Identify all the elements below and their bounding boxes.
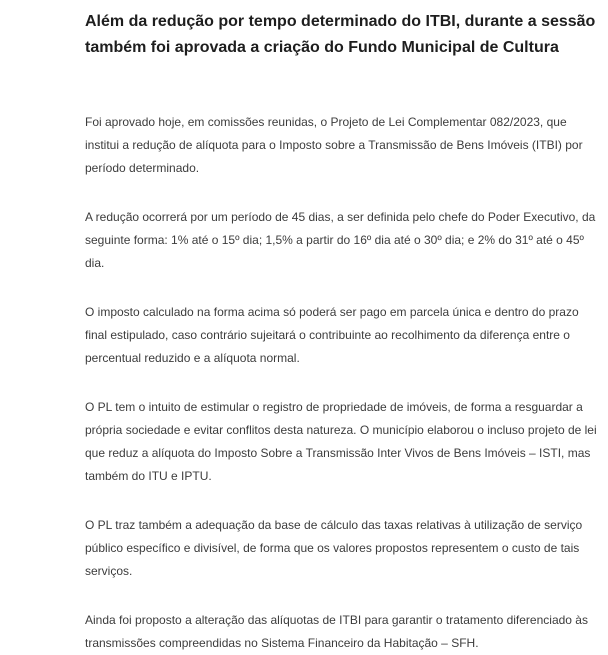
article-headline: Além da redução por tempo determinado do ITBI, durante a sessão também foi aprovada a criação do Fundo Municipal de Cultura [85, 13, 596, 56]
article-paragraph: Foi aprovado hoje, em comissões reunidas, o Projeto de Lei Complementar 082/2023, que institui a redução de alíquota para o Imposto sobre a Transmissão de Bens Imóveis (ITBI) por período determinado. [85, 115, 583, 175]
article-paragraph: A redução ocorrerá por um período de 45 dias, a ser definida pelo chefe do Poder Executivo, da seguinte forma: 1% até o 15º dia; 1,5% a partir do 16º dia até o 30º dia; e 2% do 31º até o 45º dia. [85, 210, 596, 270]
article-paragraph: O PL tem o intuito de estimular o registro de propriedade de imóveis, de forma a resguardar a própria sociedade e evitar conflitos desta natureza. O município elaborou o incluso projeto de lei que reduz a alíquota do Imposto Sobre a Transmissão Inter Vivos de Bens Imóveis – ISTI, mas também do ITU e IPTU. [85, 400, 597, 483]
news-article [85, 9, 601, 655]
article-paragraph: O imposto calculado na forma acima só poderá ser pago em parcela única e dentro do prazo final estipulado, caso contrário sujeitará o contribuinte ao recolhimento da diferença entre o percentual reduzido e a alíquota normal. [85, 305, 579, 365]
article-body [85, 111, 601, 655]
article-paragraph: Ainda foi proposto a alteração das alíquotas de ITBI para garantir o tratamento diferenciado às transmissões compreendidas no Sistema Financeiro da Habitação – SFH. [85, 613, 588, 650]
article-paragraph: O PL traz também a adequação da base de cálculo das taxas relativas à utilização de serviço público específico e divisível, de forma que os valores propostos representem o custo de tais serviços. [85, 518, 583, 578]
